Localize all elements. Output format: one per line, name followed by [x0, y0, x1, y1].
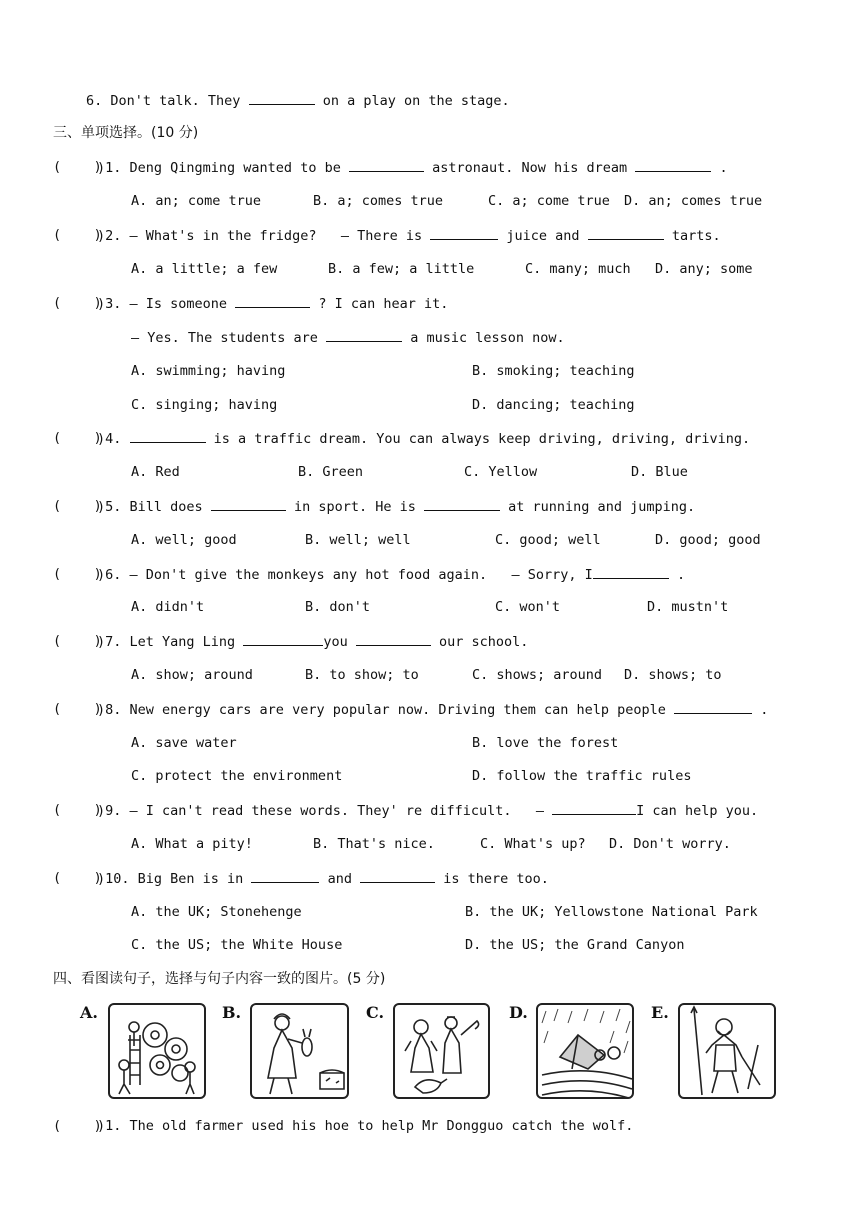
option-6a: A. didn't: [131, 599, 205, 615]
question-2: )2. — What's in the fridge? — There is juice and tarts.: [97, 228, 721, 244]
option-9c: C. What's up?: [480, 836, 586, 852]
warrior-spear-icon[interactable]: [678, 1003, 776, 1099]
answer-paren[interactable]: ( ): [53, 633, 102, 649]
answer-blank[interactable]: [360, 869, 435, 883]
answer-blank[interactable]: [552, 801, 636, 815]
question-7: )7. Let Yang Ling you our school.: [97, 634, 529, 650]
answer-blank[interactable]: [430, 226, 498, 240]
answer-blank[interactable]: [235, 294, 310, 308]
answer-blank[interactable]: [635, 158, 711, 172]
answer-paren[interactable]: ( ): [53, 498, 102, 514]
answer-paren[interactable]: ( ): [53, 870, 102, 886]
option-10a: A. the UK; Stonehenge: [131, 904, 302, 920]
farmer-rabbit-stump-icon[interactable]: [250, 1003, 349, 1099]
option-3c: C. singing; having: [131, 397, 278, 413]
question-3-line2: — Yes. The students are a music lesson now.: [131, 330, 565, 346]
option-7a: A. show; around: [131, 667, 253, 683]
section-4-title: 四、看图读句子，选择与句子内容一致的图片。(5 分): [53, 971, 386, 987]
option-1d: D. an; comes true: [624, 193, 763, 209]
tent-storm-icon[interactable]: [536, 1003, 634, 1099]
option-10d: D. the US; the Grand Canyon: [465, 937, 685, 953]
picture-label-a: A.: [80, 1003, 98, 1022]
option-3b: B. smoking; teaching: [472, 363, 635, 379]
option-8c: C. protect the environment: [131, 768, 343, 784]
option-1a: A. an; come true: [131, 193, 262, 209]
option-2a: A. a little; a few: [131, 261, 278, 277]
option-7b: B. to show; to: [305, 667, 419, 683]
answer-paren[interactable]: ( ): [53, 701, 102, 717]
answer-blank[interactable]: [356, 632, 431, 646]
answer-blank[interactable]: [326, 328, 402, 342]
answer-blank[interactable]: [593, 565, 669, 579]
option-4b: B. Green: [298, 464, 364, 480]
answer-paren[interactable]: ( ): [53, 295, 102, 311]
answer-paren[interactable]: ( ): [53, 1118, 102, 1134]
option-5d: D. good; good: [655, 532, 761, 548]
option-1b: B. a; comes true: [313, 193, 444, 209]
option-5b: B. well; well: [305, 532, 411, 548]
option-5a: A. well; good: [131, 532, 237, 548]
farmer-wolf-icon[interactable]: [393, 1003, 490, 1099]
option-9d: D. Don't worry.: [609, 836, 731, 852]
answer-blank[interactable]: [243, 632, 323, 646]
answer-blank[interactable]: [349, 158, 424, 172]
question-3: )3. — Is someone ? I can hear it.: [97, 296, 449, 312]
option-10b: B. the UK; Yellowstone National Park: [465, 904, 758, 920]
option-6d: D. mustn't: [647, 599, 729, 615]
answer-paren[interactable]: ( ): [53, 227, 102, 243]
answer-paren[interactable]: ( ): [53, 159, 102, 175]
answer-blank[interactable]: [674, 700, 752, 714]
option-9b: B. That's nice.: [313, 836, 435, 852]
question-5: )5. Bill does in sport. He is at running and jumping.: [97, 499, 696, 515]
answer-blank[interactable]: [249, 91, 315, 105]
question-9: )9. — I can't read these words. They' re difficult. — I can help you.: [97, 803, 759, 819]
option-10c: C. the US; the White House: [131, 937, 343, 953]
option-7d: D. shows; to: [624, 667, 722, 683]
answer-blank[interactable]: [211, 497, 286, 511]
answer-paren[interactable]: ( ): [53, 566, 102, 582]
option-6b: B. don't: [305, 599, 371, 615]
question-8: )8. New energy cars are very popular now. Driving them can help people .: [97, 702, 769, 718]
picture-label-d: D.: [509, 1003, 528, 1022]
option-3a: A. swimming; having: [131, 363, 286, 379]
option-5c: C. good; well: [495, 532, 601, 548]
picture-label-c: C.: [366, 1003, 385, 1022]
option-1c: C. a; come true: [488, 193, 610, 209]
option-4d: D. Blue: [631, 464, 688, 480]
question-10: )10. Big Ben is in and is there too.: [97, 871, 549, 887]
section-3-title: 三、单项选择。(10 分): [53, 125, 199, 141]
answer-blank[interactable]: [424, 497, 500, 511]
answer-blank[interactable]: [251, 869, 319, 883]
q6-text-pre: 6. Don't talk. They: [86, 93, 241, 109]
option-4a: A. Red: [131, 464, 180, 480]
question-6: )6. — Don't give the monkeys any hot food again. — Sorry, I .: [97, 567, 686, 583]
question-4: )4. is a traffic dream. You can always keep driving, driving, driving.: [97, 431, 751, 447]
option-2c: C. many; much: [525, 261, 631, 277]
option-2d: D. any; some: [655, 261, 753, 277]
option-8d: D. follow the traffic rules: [472, 768, 692, 784]
question-1: )1. Deng Qingming wanted to be astronaut. Now his dream .: [97, 160, 728, 176]
q6-text-post: on a play on the stage.: [322, 93, 510, 109]
answer-blank[interactable]: [588, 226, 664, 240]
section-4-question-1: )1. The old farmer used his hoe to help Mr Dongguo catch the wolf.: [97, 1118, 634, 1134]
gears-workers-icon[interactable]: [108, 1003, 206, 1099]
option-9a: A. What a pity!: [131, 836, 253, 852]
option-4c: C. Yellow: [464, 464, 538, 480]
option-3d: D. dancing; teaching: [472, 397, 635, 413]
answer-paren[interactable]: ( ): [53, 430, 102, 446]
option-8a: A. save water: [131, 735, 237, 751]
fill-question-6: [86, 91, 510, 110]
option-7c: C. shows; around: [472, 667, 603, 683]
option-2b: B. a few; a little: [328, 261, 475, 277]
picture-label-e: E.: [651, 1003, 669, 1022]
answer-blank[interactable]: [130, 429, 206, 443]
option-6c: C. won't: [495, 599, 561, 615]
answer-paren[interactable]: ( ): [53, 802, 102, 818]
picture-label-b: B.: [222, 1003, 242, 1022]
option-8b: B. love the forest: [472, 735, 619, 751]
